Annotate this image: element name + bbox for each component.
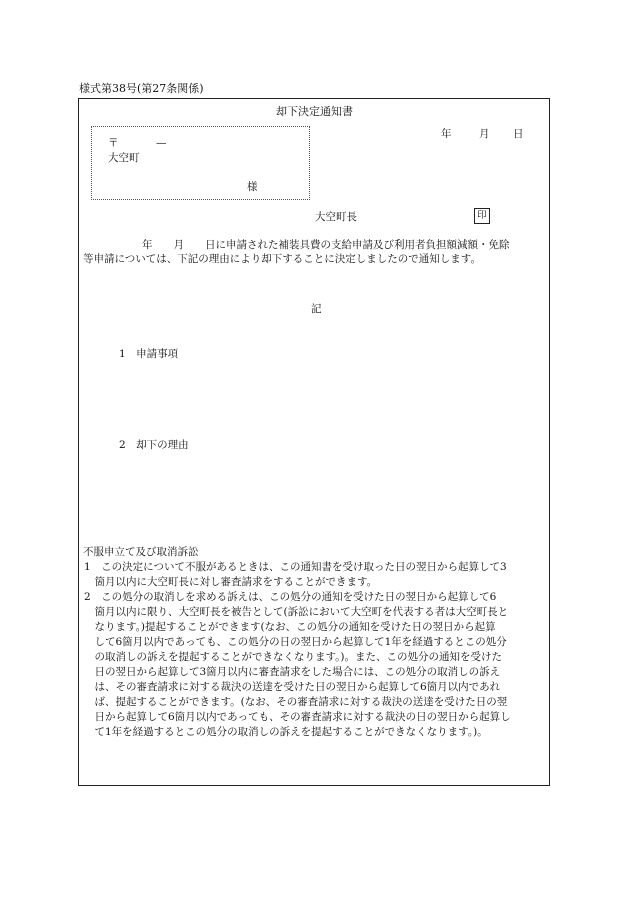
appeal-notice-line: 2 この処分の取消しを求める訴えは、この処分の通知を受けた日の翌日から起算して6 — [84, 591, 497, 603]
recipient-town: 大空町 — [108, 152, 140, 164]
date-day-label: 日 — [513, 128, 524, 140]
seal-mark: 印 — [474, 208, 490, 224]
appeal-notice-line: て1年を経過するとこの処分の取消しの訴えを提起することができなくなります。)。 — [84, 726, 488, 738]
notification-body — [83, 238, 545, 266]
postal-code-dash: — — [156, 137, 167, 149]
appeal-notice-line: して6箇月以内であっても、この処分の日の翌日から起算して1年を経過するとこの処分 — [84, 636, 507, 648]
date-year-label: 年 — [441, 128, 452, 140]
document-title: 却下決定通知書 — [276, 105, 353, 118]
appeal-notice-line: なります。)提起することができます(なお、この処分の通知を受けた日の翌日から起算 — [84, 621, 496, 633]
appeal-notice-line: 箇月以内に大空町長に対し審査請求をすることができます。 — [84, 576, 378, 588]
appeal-notice-line: 箇月以内に限り、大空町長を被告として(訴訟において大空町を代表する者は大空町長と — [84, 606, 509, 618]
appeal-notice-line: 日の翌日から起算して3箇月以内に審査請求をした場合には、この処分の取消しの訴え — [84, 666, 501, 678]
date-month-label: 月 — [479, 128, 490, 140]
issuer-name: 大空町長 — [315, 211, 357, 223]
appeal-notice-line: 1 この決定について不服があるときは、この通知書を受け取った日の翌日から起算して3 — [84, 561, 507, 573]
item-rejection-reason: 2 却下の理由 — [119, 439, 189, 451]
form-number: 様式第38号(第27条関係) — [79, 82, 204, 95]
appeal-notice-line: は、その審査請求に対する裁決の送達を受けた日の翌日から起算して6箇月以内であれ — [84, 681, 501, 693]
appeal-notice-line: ば、提起することができます。(なお、その審査請求に対する裁決の送達を受けた日の翌 — [84, 696, 508, 708]
body-line-2: 等申請については、下記の理由により却下することに決定しましたので通知します。 — [83, 253, 481, 266]
appeal-notice-line: 日から起算して6箇月以内であっても、その審査請求に対する裁決の日の翌日から起算し — [84, 711, 511, 723]
body-line-1: 年 月 日に申請された補装具費の支給申請及び利用者負担額減額・免除 — [142, 239, 510, 251]
postal-mark: 〒 — [108, 137, 119, 149]
ki-heading: 記 — [311, 303, 322, 315]
item-application-matter: 1 申請事項 — [119, 348, 179, 360]
appeal-notice-heading: 不服申立て及び取消訴訟 — [83, 546, 199, 558]
appeal-notice-line: の取消しの訴えを提起することができなくなります。)。また、この処分の通知を受けた — [84, 651, 503, 663]
recipient-honorific: 様 — [247, 181, 258, 193]
